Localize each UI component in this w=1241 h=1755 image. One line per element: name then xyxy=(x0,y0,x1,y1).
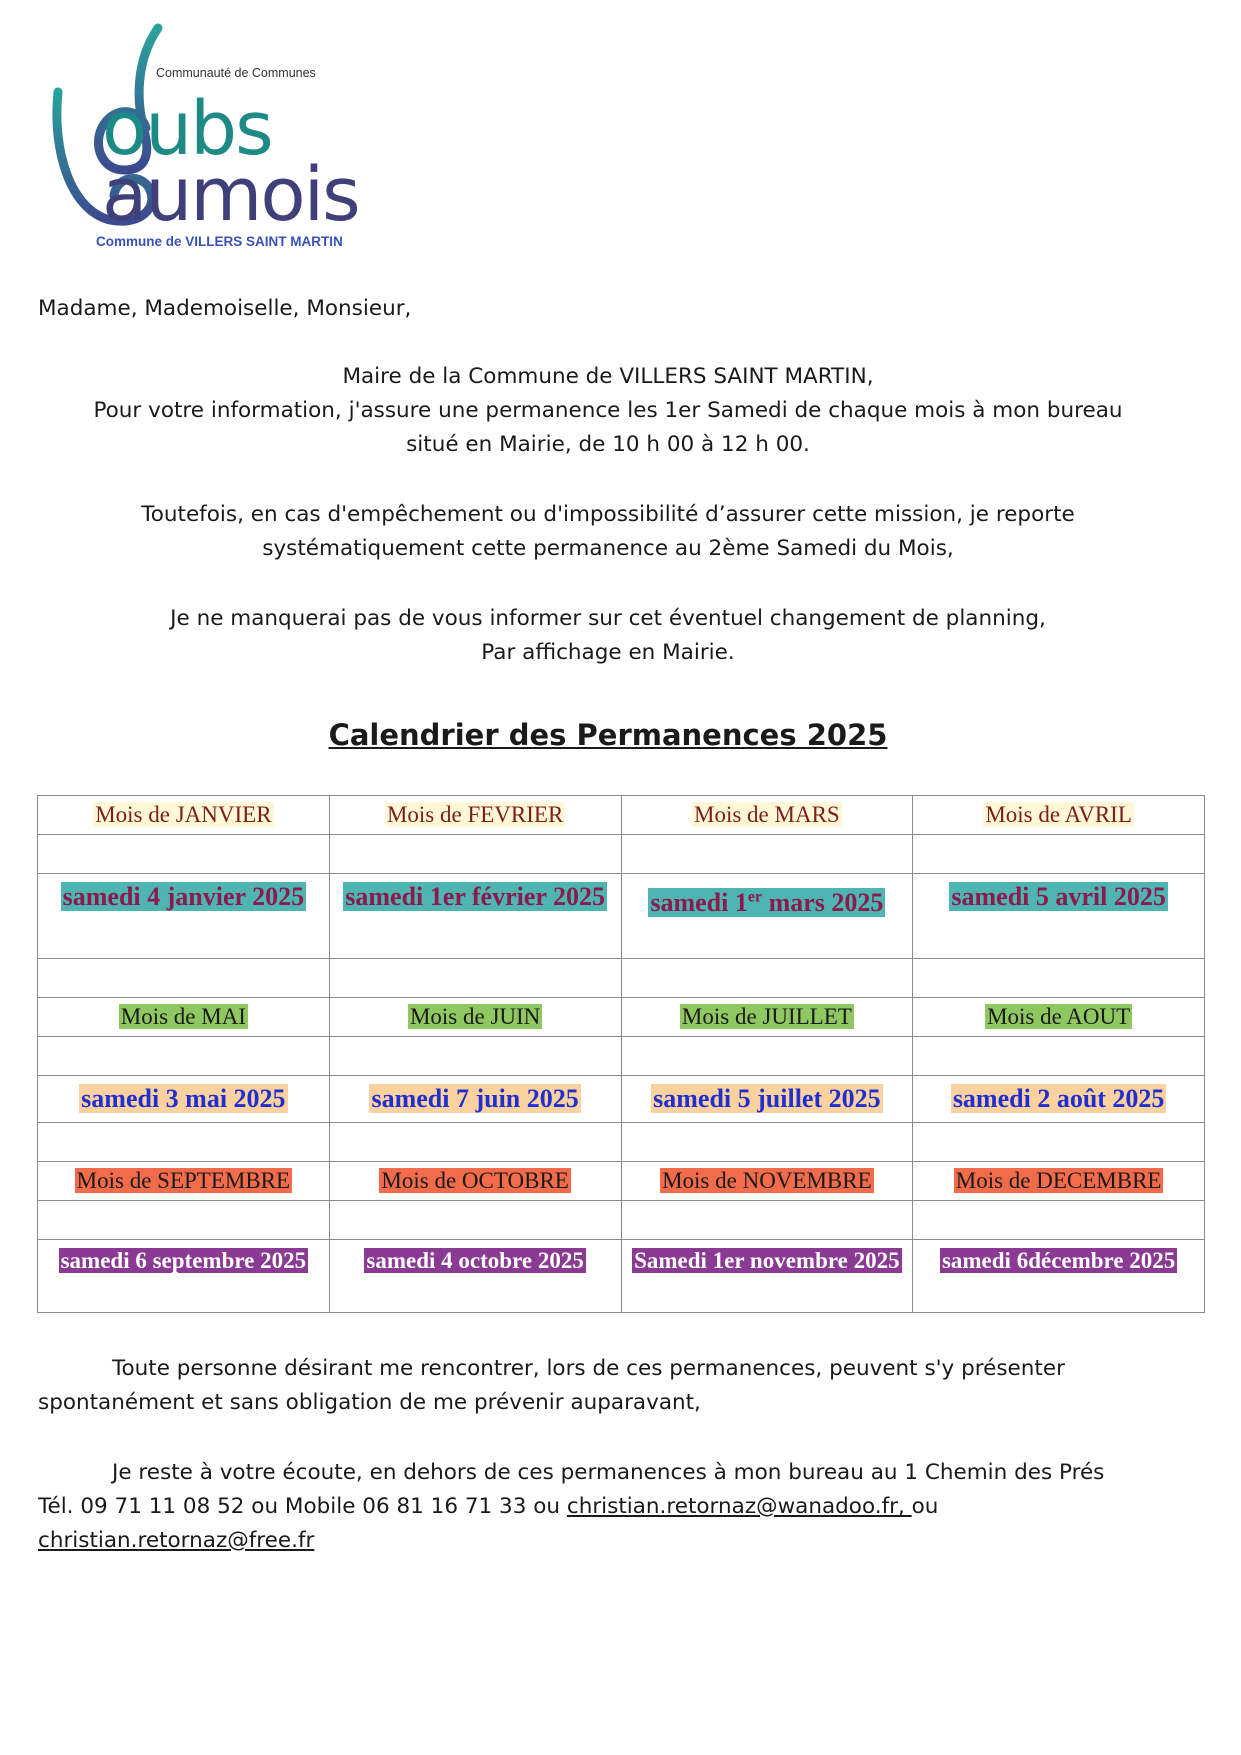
date-label: samedi 5 juillet 2025 xyxy=(653,1084,881,1113)
month-cell xyxy=(329,998,621,1037)
date-label: samedi 7 juin 2025 xyxy=(371,1084,579,1113)
month-cell xyxy=(38,998,330,1037)
intro-line: Maire de la Commune de VILLERS SAINT MARTIN, xyxy=(342,364,874,389)
month-label: Mois de JANVIER xyxy=(95,802,272,827)
date-cell xyxy=(329,1076,621,1123)
month-label: Mois de FEVRIER xyxy=(386,802,564,827)
date-label: samedi 3 mai 2025 xyxy=(81,1084,286,1113)
contact-or: ou xyxy=(911,1494,939,1519)
contact-phones: Tél. 09 71 11 08 52 ou Mobile 06 81 16 71 33 ou xyxy=(38,1494,567,1519)
closing-line: spontanément et sans obligation de me prévenir auparavant, xyxy=(38,1390,701,1415)
calendar-title xyxy=(38,718,1178,752)
date-cell xyxy=(621,1240,913,1313)
date-cell xyxy=(913,874,1205,959)
date-label: samedi 1er février 2025 xyxy=(345,882,605,911)
closing-line xyxy=(38,1524,1208,1558)
logo-commune: Commune de VILLERS SAINT MARTIN xyxy=(96,234,343,249)
date-label-suffix: mars 2025 xyxy=(762,887,884,917)
month-label: Mois de SEPTEMBRE xyxy=(76,1168,291,1193)
date-cell xyxy=(621,874,913,959)
date-cell xyxy=(913,1076,1205,1123)
month-label: Mois de AOUT xyxy=(987,1004,1131,1029)
month-cell xyxy=(38,1162,330,1201)
intro-line: Pour votre information, j'assure une permanence les 1er Samedi de chaque mois à mon bureau xyxy=(93,398,1123,423)
month-label: Mois de OCTOBRE xyxy=(381,1168,569,1193)
closing-paragraph-2 xyxy=(38,1456,1208,1558)
date-label: samedi 5 avril 2025 xyxy=(951,882,1166,911)
date-label: samedi 2 août 2025 xyxy=(952,1084,1165,1113)
table-row xyxy=(38,1240,1205,1313)
date-label: samedi 6décembre 2025 xyxy=(941,1248,1176,1273)
month-cell xyxy=(329,796,621,835)
date-label: Samedi 1er novembre 2025 xyxy=(634,1248,900,1273)
calendar-table xyxy=(37,795,1205,1313)
email-link-wanadoo[interactable]: christian.retornaz@wanadoo.fr, xyxy=(566,1494,912,1519)
date-cell xyxy=(38,874,330,959)
intro-paragraph xyxy=(38,360,1178,462)
month-cell xyxy=(913,998,1205,1037)
closing-line: Toute personne désirant me rencontrer, lors de ces permanences, peuvent s'y présenter xyxy=(112,1356,1065,1381)
closing-paragraph-1 xyxy=(38,1352,1208,1420)
month-cell xyxy=(38,796,330,835)
date-cell xyxy=(38,1076,330,1123)
date-label-sup: er xyxy=(747,888,763,905)
date-label xyxy=(648,888,885,917)
date-cell xyxy=(329,874,621,959)
logo xyxy=(40,20,400,260)
report-line: systématiquement cette permanence au 2ème Samedi du Mois, xyxy=(262,536,954,561)
calendar-title-text: Calendrier des Permanences 2025 xyxy=(328,718,888,752)
table-row xyxy=(38,796,1205,835)
date-cell xyxy=(329,1240,621,1313)
intro-line: situé en Mairie, de 10 h 00 à 12 h 00. xyxy=(406,432,810,457)
date-label: samedi 4 octobre 2025 xyxy=(366,1248,584,1273)
email-link-free[interactable]: christian.retornaz@free.fr xyxy=(38,1528,315,1553)
table-row xyxy=(38,1123,1205,1162)
table-row xyxy=(38,1162,1205,1201)
date-label-prefix: samedi 1 xyxy=(650,887,748,917)
month-cell xyxy=(329,1162,621,1201)
inform-line: Par affichage en Mairie. xyxy=(481,640,735,665)
date-cell xyxy=(621,1076,913,1123)
month-cell xyxy=(913,1162,1205,1201)
month-label: Mois de JUIN xyxy=(409,1004,541,1029)
closing-line xyxy=(38,1490,1208,1524)
month-label: Mois de DECEMBRE xyxy=(955,1168,1162,1193)
date-cell xyxy=(913,1240,1205,1313)
month-label: Mois de JUILLET xyxy=(681,1004,852,1029)
table-row xyxy=(38,835,1205,874)
month-label: Mois de NOVEMBRE xyxy=(662,1168,872,1193)
closing-line: Je reste à votre écoute, en dehors de ces permanences à mon bureau au 1 Chemin des Prés xyxy=(112,1460,1105,1485)
salutation: Madame, Mademoiselle, Monsieur, xyxy=(38,296,412,321)
date-label: samedi 6 septembre 2025 xyxy=(60,1248,307,1273)
inform-line: Je ne manquerai pas de vous informer sur cet éventuel changement de planning, xyxy=(170,606,1046,631)
date-cell xyxy=(38,1240,330,1313)
logo-subtitle: Communauté de Communes xyxy=(156,66,316,80)
logo-word-baumois: aumois xyxy=(102,152,359,238)
report-paragraph xyxy=(38,498,1178,566)
month-cell xyxy=(913,796,1205,835)
table-row xyxy=(38,1201,1205,1240)
date-label: samedi 4 janvier 2025 xyxy=(62,882,305,911)
month-label: Mois de MAI xyxy=(120,1004,246,1029)
table-row xyxy=(38,1037,1205,1076)
table-row xyxy=(38,998,1205,1037)
month-label: Mois de AVRIL xyxy=(985,802,1132,827)
inform-paragraph xyxy=(38,602,1178,670)
table-row xyxy=(38,874,1205,959)
report-line: Toutefois, en cas d'empêchement ou d'impossibilité d’assurer cette mission, je reporte xyxy=(141,502,1075,527)
table-row xyxy=(38,1076,1205,1123)
month-cell xyxy=(621,1162,913,1201)
table-row xyxy=(38,959,1205,998)
month-label: Mois de MARS xyxy=(694,802,840,827)
month-cell xyxy=(621,998,913,1037)
month-cell xyxy=(621,796,913,835)
logo-word-doubs: oubs xyxy=(102,86,272,172)
